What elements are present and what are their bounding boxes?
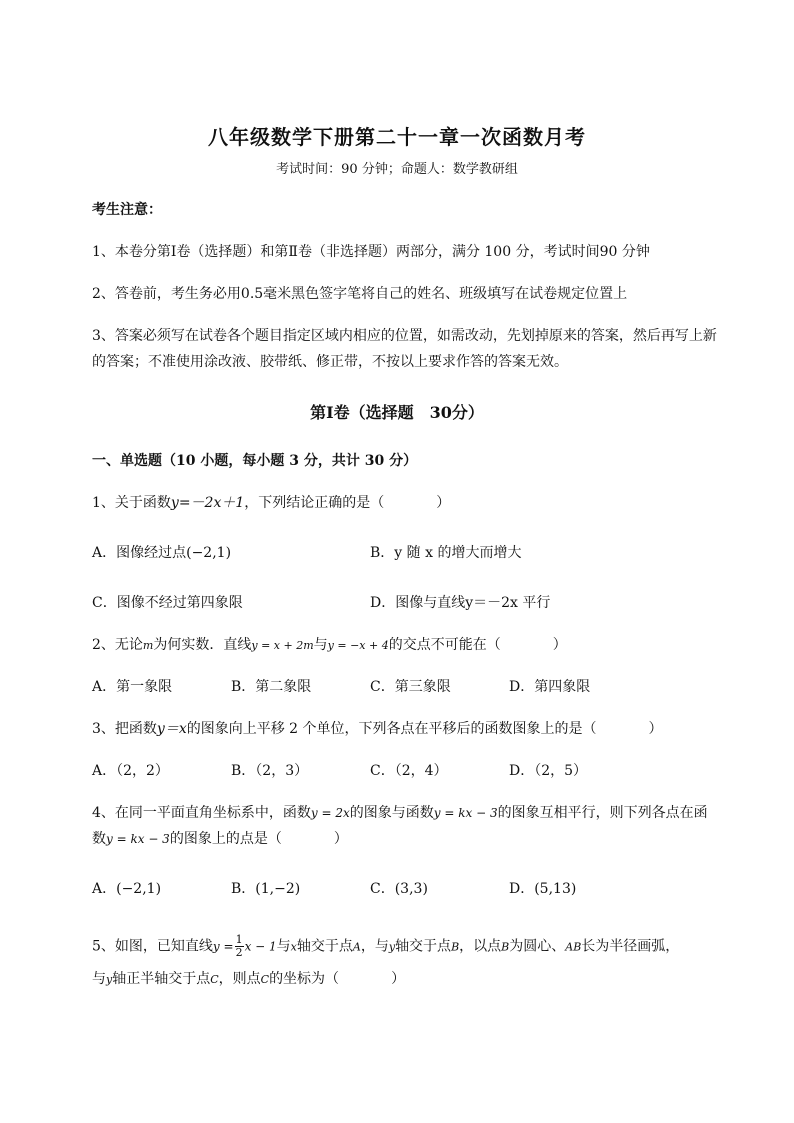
question-3-option-b: B．（2，3） bbox=[231, 763, 309, 779]
question-5-stem: 5、如图，已知直线y = $\frac{1}{2}$ x − 1与x轴交于点A，与y轴交于点B，以点B为圆心、AB长为半径画弧， bbox=[92, 933, 680, 959]
notice-item-3-cont: 的答案；不准使用涂改液、胶带纸、修正带，不按以上要求作答的答案无效。 bbox=[92, 354, 568, 370]
question-1-option-b: B．y 随 x 的增大而增大 bbox=[370, 545, 522, 561]
question-4-stem-cont: 数y = kx − 3的图象上的点是（ ） bbox=[92, 831, 348, 847]
question-2-option-c: C．第三象限 bbox=[370, 679, 451, 695]
exam-title: 八年级数学下册第二十一章一次函数月考 bbox=[208, 125, 586, 149]
notice-item-3: 3、答案必须写在试卷各个题目指定区域内相应的位置，如需改动，先划掉原来的答案，然后再写上新 bbox=[92, 328, 717, 344]
question-3-option-c: C．（2，4） bbox=[370, 763, 448, 779]
question-2-option-d: D．第四象限 bbox=[509, 679, 591, 695]
question-2-option-b: B．第二象限 bbox=[231, 679, 312, 695]
notice-item-2: 2、答卷前，考生务必用0.5毫米黑色签字笔将自己的姓名、班级填写在试卷规定位置上 bbox=[92, 286, 628, 302]
question-4-option-c: C．(3,3) bbox=[370, 881, 428, 897]
question-4-option-b: B．(1,−2) bbox=[231, 881, 301, 897]
fraction-one-half: $\frac{1}{2}$ bbox=[235, 933, 243, 959]
question-1-option-a: A．图像经过点(−2,1) bbox=[92, 545, 232, 561]
question-3-option-d: D．（2，5） bbox=[509, 763, 588, 779]
question-3-formula: y＝x bbox=[156, 721, 187, 737]
question-4-option-a: A．(−2,1) bbox=[92, 881, 162, 897]
question-4-formula-1: y = 2x bbox=[310, 806, 350, 820]
question-2-formula-1: y = x + 2m bbox=[251, 639, 314, 652]
question-4-formula-2: y = kx − 3 bbox=[433, 806, 498, 820]
notice-item-1: 1、本卷分第Ⅰ卷（选择题）和第Ⅱ卷（非选择题）两部分，满分 100 分，考试时间90 分钟 bbox=[92, 244, 650, 260]
question-3-stem: 3、把函数y＝x的图象向上平移 2 个单位，下列各点在平移后的函数图象上的是（ ） bbox=[92, 721, 663, 737]
part-heading: 一、单选题（10 小题，每小题 3 分，共计 30 分） bbox=[92, 453, 418, 469]
question-4-formula-3: y = kx − 3 bbox=[106, 832, 170, 846]
question-5-stem-cont: 与y轴正半轴交于点C，则点C的坐标为（ ） bbox=[92, 971, 406, 987]
question-1-option-d: D．图像与直线y＝－2x 平行 bbox=[370, 595, 551, 611]
question-1-formula: y=－2x＋1 bbox=[170, 495, 245, 511]
exam-subtitle: 考试时间：90 分钟；命题人：数学教研组 bbox=[276, 162, 518, 177]
question-2-formula-2: y = −x + 4 bbox=[327, 639, 389, 652]
question-2-stem: 2、无论m为何实数．直线y = x + 2m与y = −x + 4的交点不可能在（ ） bbox=[92, 637, 567, 653]
question-1-stem: 1、关于函数y=－2x＋1，下列结论正确的是（ ） bbox=[92, 495, 451, 511]
question-1-option-c: C．图像不经过第四象限 bbox=[92, 595, 243, 611]
question-4-option-d: D．(5,13) bbox=[509, 881, 577, 897]
question-4-stem: 4、在同一平面直角坐标系中，函数y = 2x的图象与函数y = kx − 3的图象互相平行，则下列各点在函 bbox=[92, 805, 708, 821]
notice-heading: 考生注意： bbox=[92, 202, 162, 218]
question-2-option-a: A．第一象限 bbox=[92, 679, 173, 695]
question-3-option-a: A．（2，2） bbox=[92, 763, 169, 779]
section-title: 第Ⅰ卷（选择题 30分） bbox=[310, 403, 484, 422]
